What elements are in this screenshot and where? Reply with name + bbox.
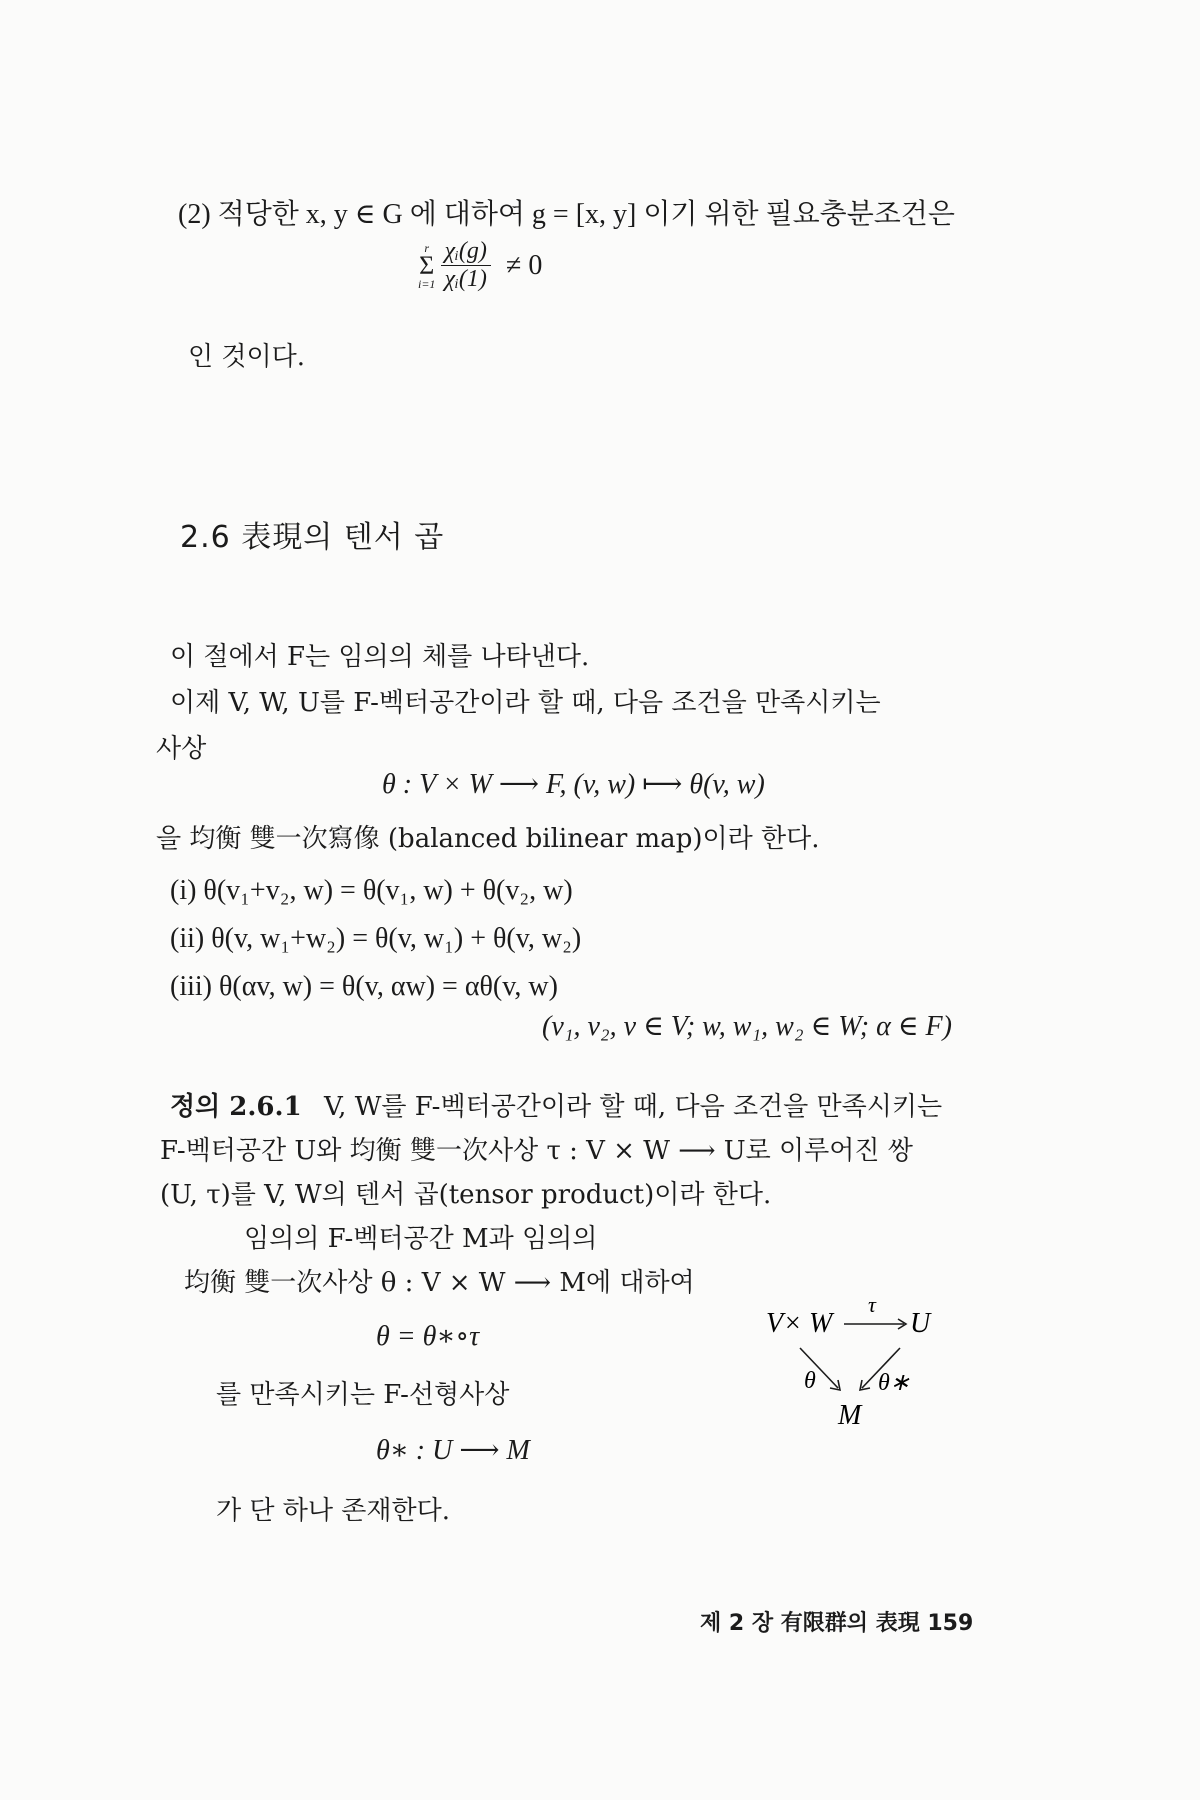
definition-line-7 (216, 1494, 450, 1528)
paragraph-line-2 (170, 686, 881, 720)
summation-symbol (418, 242, 435, 290)
definition-line-6 (216, 1378, 509, 1412)
fraction-denominator: χᵢ(1) (444, 266, 487, 292)
sum-lower-limit: i=1 (418, 276, 436, 291)
linear-map-equation (376, 1434, 530, 1468)
definition-line-2 (160, 1134, 913, 1168)
paragraph-text-3: 사상 (156, 734, 207, 764)
condition-ii (170, 922, 581, 956)
sigma-glyph: Σ (419, 250, 435, 280)
definition-text-1: V, W를 F-벡터공간이라 할 때, 다음 조건을 만족시키는 (323, 1092, 943, 1122)
conclusion-text: 인 것이다. (188, 342, 305, 372)
condition-i (170, 874, 573, 908)
condition-i-text: (i) θ(v₁+v₂, w) = θ(v₁, w) + θ(v₂, w) (170, 875, 573, 906)
character-fraction (441, 238, 491, 293)
diagram-m: M (838, 1400, 862, 1431)
diagram-theta-star: θ∗ (878, 1370, 910, 1396)
composition-formula: θ = θ∗∘τ (376, 1321, 480, 1352)
commutative-diagram (760, 1290, 960, 1460)
definition-label: 정의 2.6.1 (170, 1092, 302, 1122)
condition-domain (542, 1010, 952, 1044)
paragraph-text-1: 이 절에서 F는 임의의 체를 나타낸다. (170, 642, 590, 672)
diagram-tau: τ (868, 1292, 876, 1317)
definition-line-4 (244, 1222, 597, 1256)
condition-iii-text: (iii) θ(αv, w) = θ(v, αw) = αθ(v, w) (170, 971, 558, 1002)
conclusion-line (188, 340, 305, 374)
definition-line-1 (170, 1090, 942, 1124)
paragraph-text-2: 이제 V, W, U를 F-벡터공간이라 할 때, 다음 조건을 만족시키는 (170, 688, 881, 718)
diagram-vxw: V× W (766, 1308, 833, 1339)
balanced-map-text: 을 均衡 雙一次寫像 (balanced bilinear map)이라 한다. (156, 824, 820, 854)
condition-domain-text: (v₁, v₂, v ∈ V; w, w₁, w₂ ∈ W; α ∈ F) (542, 1011, 952, 1042)
definition-text-6: 를 만족시키는 F-선형사상 (216, 1380, 510, 1410)
not-equal-zero: ≠ 0 (505, 249, 543, 281)
condition-ii-text: (ii) θ(v, w₁+w₂) = θ(v, w₁) + θ(v, w₂) (170, 923, 582, 954)
bilinear-map-formula: θ : V × W ⟶ F, (v, w) ⟼ θ(v, w) (382, 769, 765, 800)
bilinear-map-equation (382, 768, 765, 802)
diagram-u: U (910, 1308, 931, 1339)
condition-2-line (178, 198, 955, 232)
definition-text-2: F-벡터공간 U와 均衡 雙一次사상 τ : V × W ⟶ U로 이루어진 쌍 (160, 1136, 913, 1166)
section-heading (180, 512, 444, 556)
paragraph-line-1 (170, 640, 589, 674)
fraction-numerator: χᵢ(g) (441, 238, 491, 266)
definition-text-7: 가 단 하나 존재한다. (216, 1496, 450, 1526)
definition-text-3: (U, τ)를 V, W의 텐서 곱(tensor product)이라 한다. (160, 1180, 772, 1210)
definition-line-3 (160, 1178, 771, 1212)
sum-formula (418, 238, 542, 293)
condition-2-text: (2) 적당한 x, y ∈ G 에 대하여 g = [x, y] 이기 위한 필요충분조건은 (178, 199, 955, 230)
sum-upper-limit: r (424, 240, 430, 255)
definition-text-4: 임의의 F-벡터공간 M과 임의의 (244, 1224, 598, 1254)
page-footer (700, 1606, 973, 1637)
condition-iii (170, 970, 558, 1004)
diagram-theta: θ (804, 1368, 816, 1394)
paragraph-line-3 (156, 732, 206, 766)
definition-line-5 (184, 1266, 695, 1300)
footer-text: 제 2 장 有限群의 表現 159 (700, 1611, 974, 1636)
definition-text-5: 均衡 雙一次사상 θ : V × W ⟶ M에 대하여 (184, 1268, 695, 1298)
balanced-map-definition (156, 822, 819, 856)
composition-equation (376, 1320, 479, 1354)
section-heading-text: 2.6 表現의 텐서 곱 (180, 520, 445, 555)
linear-map-formula: θ∗ : U ⟶ M (376, 1435, 530, 1466)
